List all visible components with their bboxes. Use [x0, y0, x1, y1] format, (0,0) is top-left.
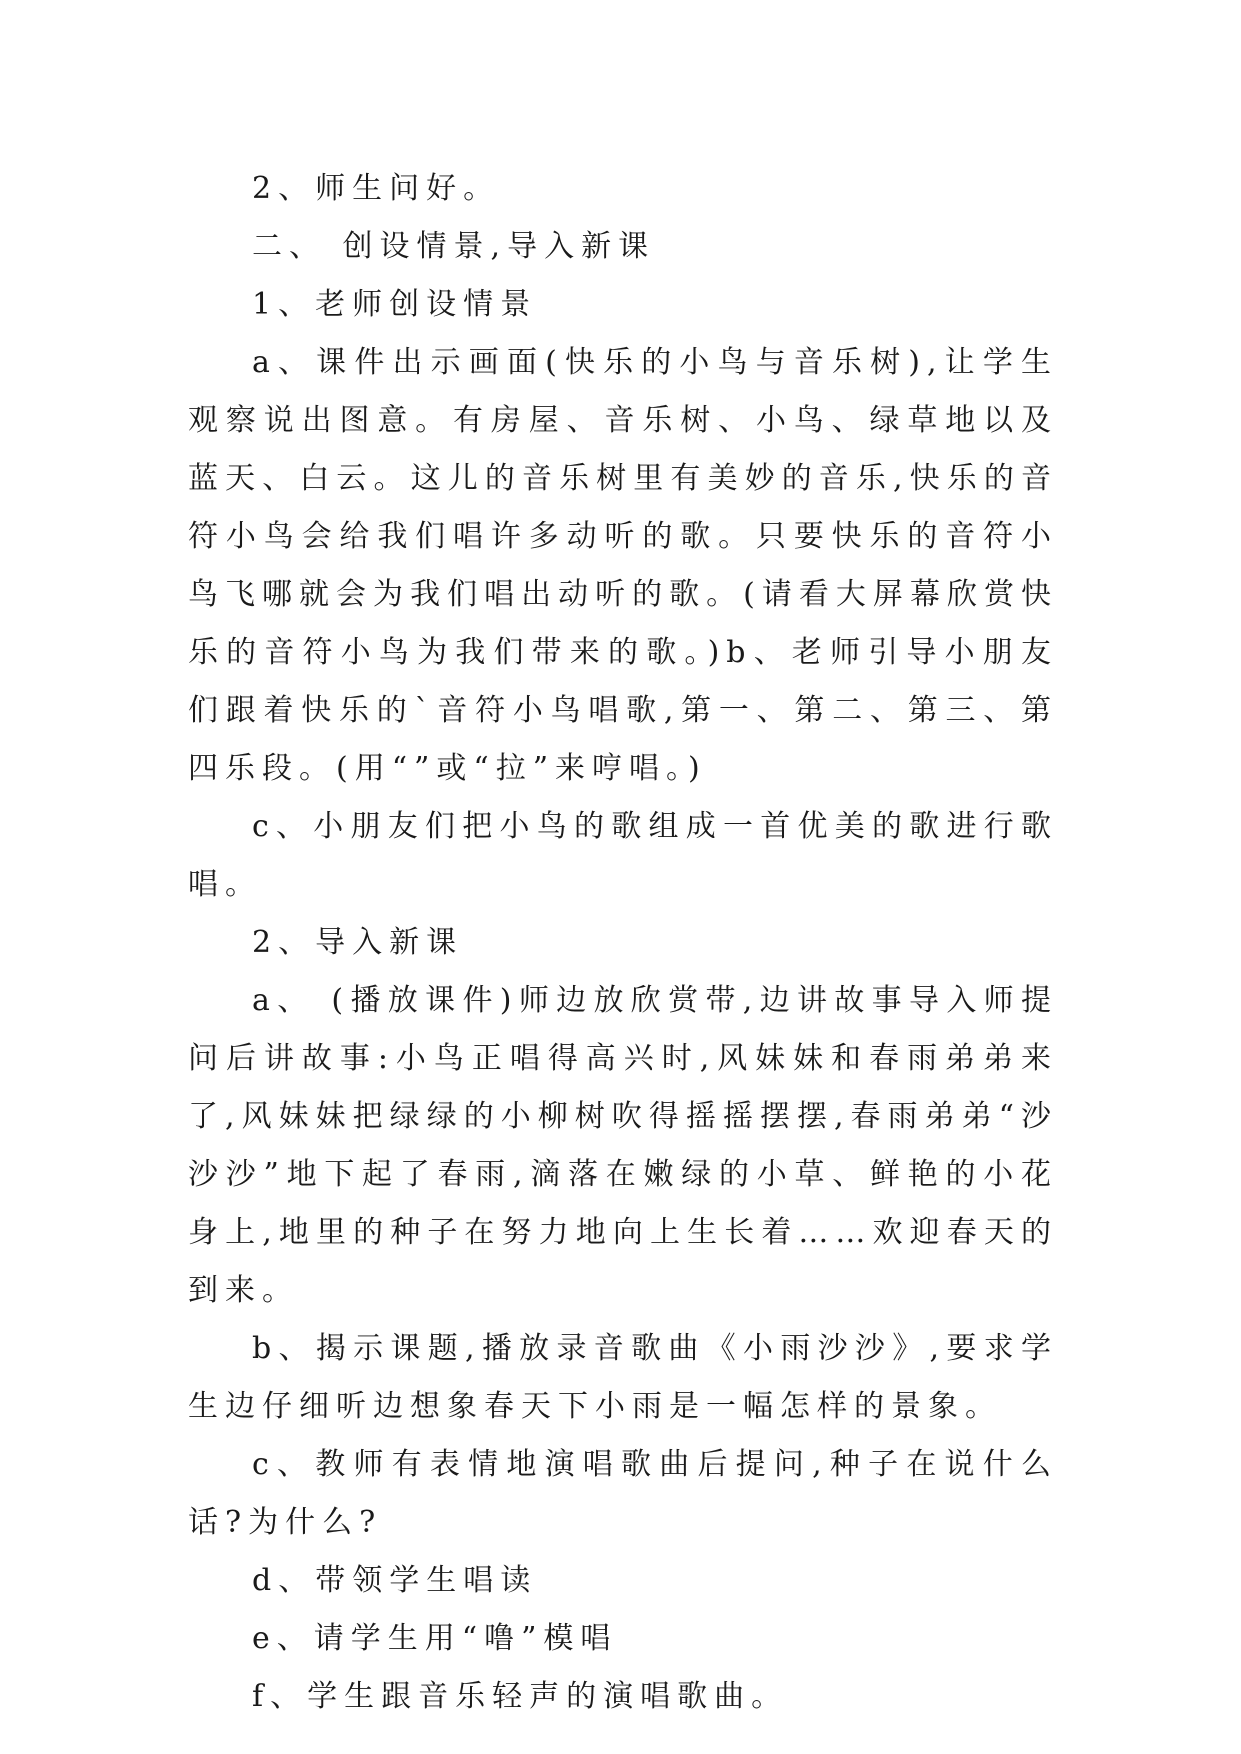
- subheading-teacher-scene: 1、老师创设情景: [252, 287, 538, 322]
- paragraph-sing-along: f、学生跟音乐轻声的演唱歌曲。: [252, 1679, 789, 1714]
- paragraph-humming: e、请学生用“噜”模唱: [252, 1621, 618, 1656]
- section-heading-2: 二、 创设情景,导入新课: [252, 229, 656, 264]
- paragraph-courseware-bird: a、课件出示画面(快乐的小鸟与音乐树),让学生观察说出图意。有房屋、音乐树、小鸟、绿草地以及蓝天、白云。这儿的音乐树里有美妙的音乐,快乐的音符小鸟会给我们唱许多动听的歌。只要快乐的音符小鸟飞哪就会为我们唱出动听的歌。(请看大屏幕欣赏快乐的音符小鸟为我们带来的歌。)b、老师引导小朋友们跟着快乐的`音符小鸟唱歌,第一、第二、第三、第四乐段。(用“”或“拉”来哼唱。): [188, 345, 1058, 786]
- subheading-new-lesson: 2、导入新课: [252, 925, 464, 960]
- paragraph-lead-reading: d、带领学生唱读: [252, 1563, 538, 1598]
- paragraph-reveal-topic: b、揭示课题,播放录音歌曲《小雨沙沙》,要求学生边仔细听边想象春天下小雨是一幅怎样的景象。: [188, 1331, 1058, 1424]
- paragraph-story: a、 (播放课件)师边放欣赏带,边讲故事导入师提问后讲故事:小鸟正唱得高兴时,风妹妹和春雨弟弟来了,风妹妹把绿绿的小柳树吹得摇摇摆摆,春雨弟弟“沙沙沙”地下起了春雨,滴落在嫩绿的小草、鲜艳的小花身上,地里的种子在努力地向上生长着……欢迎春天的到来。: [188, 983, 1058, 1308]
- paragraph-teacher-sings: c、教师有表情地演唱歌曲后提问,种子在说什么话?为什么?: [188, 1447, 1058, 1540]
- paragraph-children-song: c、小朋友们把小鸟的歌组成一首优美的歌进行歌唱。: [188, 809, 1058, 902]
- paragraph-greeting: 2、师生问好。: [252, 171, 501, 206]
- document-body: [188, 160, 1058, 1726]
